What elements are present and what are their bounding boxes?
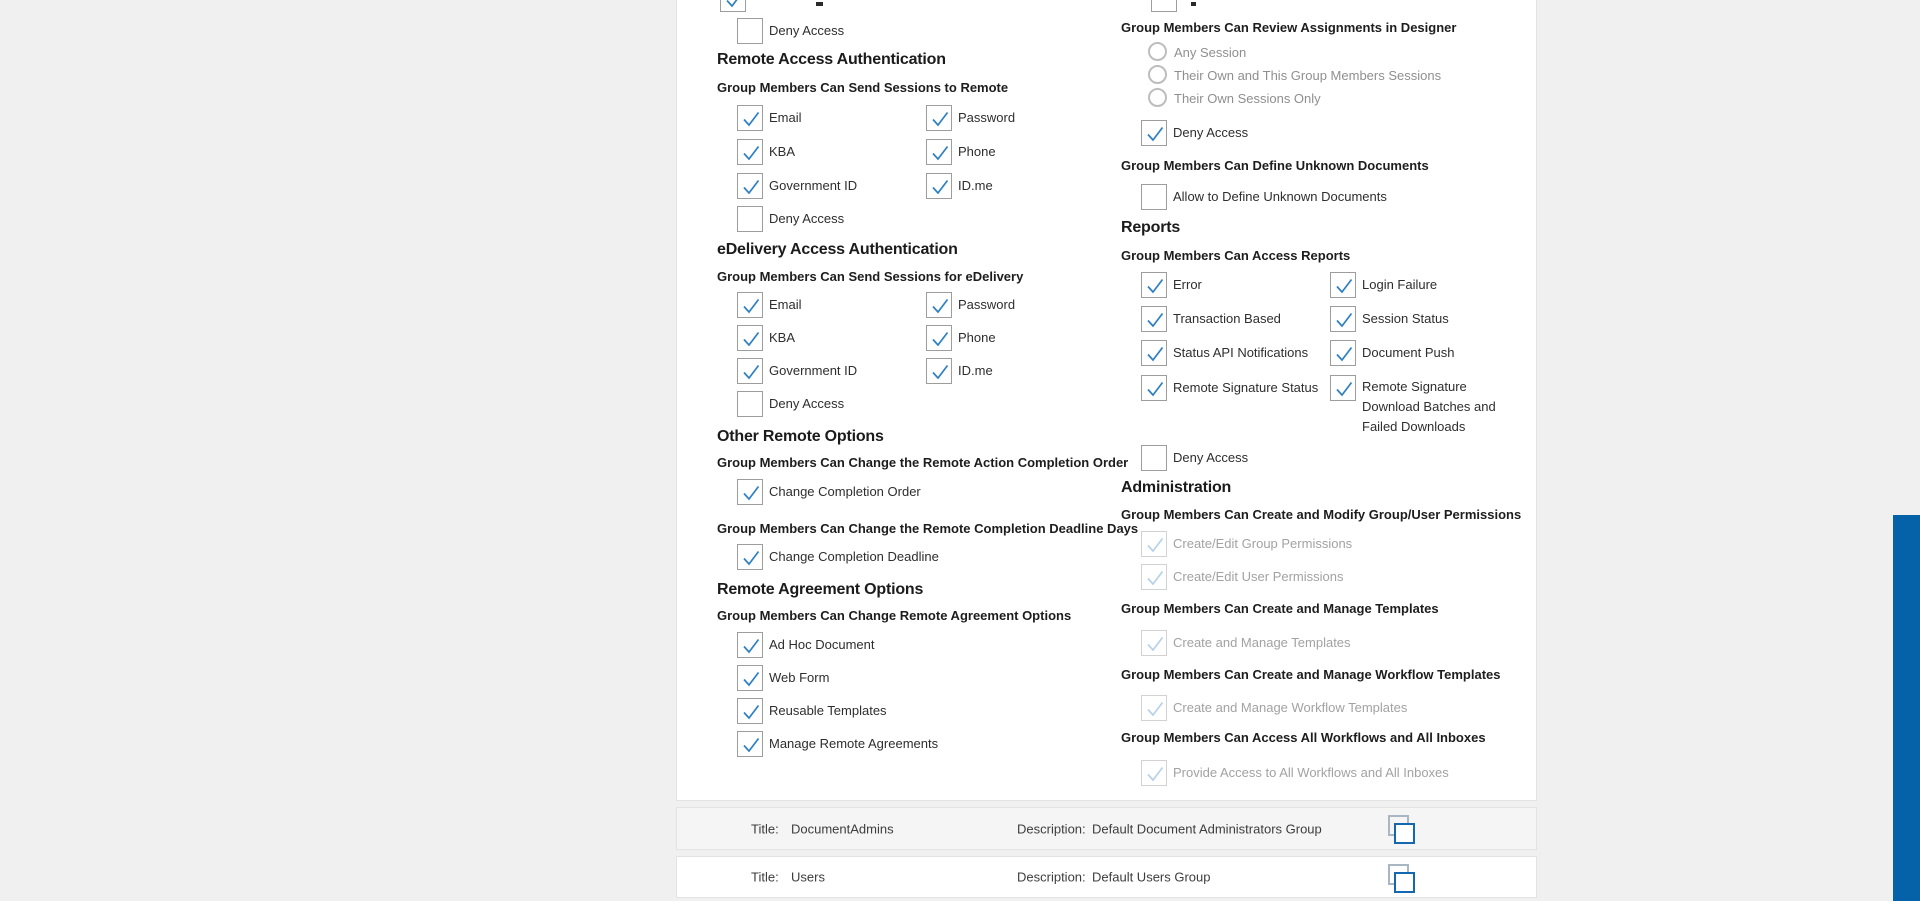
check-icon bbox=[1332, 342, 1356, 366]
group-description: Default Document Administrators Group bbox=[1092, 821, 1322, 836]
checkbox-email[interactable] bbox=[737, 105, 763, 131]
check-icon bbox=[1332, 377, 1356, 401]
cutoff-text-fragment bbox=[1191, 2, 1196, 6]
subheading-send-sessions-remote: Group Members Can Send Sessions to Remote bbox=[717, 80, 1009, 95]
checkbox-label: Allow to Define Unknown Documents bbox=[1173, 189, 1387, 204]
check-icon bbox=[928, 294, 952, 318]
subheading-change-agreement-options: Group Members Can Change Remote Agreement Options bbox=[717, 608, 1072, 623]
check-icon bbox=[739, 700, 763, 724]
checkbox-deny-access[interactable] bbox=[1141, 445, 1167, 471]
section-heading-edelivery: eDelivery Access Authentication bbox=[717, 241, 958, 258]
checkbox-label: Phone bbox=[958, 144, 996, 159]
permissions-panel bbox=[676, 0, 1537, 801]
checkbox-label: Manage Remote Agreements bbox=[769, 736, 939, 751]
scrollbar-thumb[interactable] bbox=[1893, 515, 1920, 901]
checkbox-password[interactable] bbox=[926, 105, 952, 131]
left-column bbox=[717, 0, 1139, 800]
checkbox-label: Document Push bbox=[1362, 345, 1455, 360]
checkbox-label: Phone bbox=[958, 330, 996, 345]
checkbox-document-push[interactable] bbox=[1330, 340, 1356, 366]
check-icon bbox=[1143, 122, 1167, 146]
check-icon bbox=[1143, 377, 1167, 401]
subheading-manage-templates: Group Members Can Create and Manage Templates bbox=[1121, 601, 1439, 616]
checkbox-label: Government ID bbox=[769, 178, 858, 193]
checkbox-create-manage-workflow-templates bbox=[1141, 695, 1167, 721]
checkbox-remote-signature-downloads[interactable] bbox=[1330, 375, 1356, 401]
radio-their-own-and-group[interactable] bbox=[1148, 65, 1167, 84]
checkbox-label: Login Failure bbox=[1362, 277, 1438, 292]
checkbox-create-manage-templates bbox=[1141, 630, 1167, 656]
check-icon bbox=[1332, 274, 1356, 298]
subheading-modify-permissions: Group Members Can Create and Modify Group/User Permissions bbox=[1121, 507, 1522, 522]
check-icon bbox=[928, 141, 952, 165]
checkbox-password[interactable] bbox=[926, 292, 952, 318]
copy-icon-front-square bbox=[1394, 872, 1415, 893]
subheading-review-assignments: Group Members Can Review Assignments in Designer bbox=[1121, 20, 1457, 35]
subheading-access-reports: Group Members Can Access Reports bbox=[1121, 248, 1351, 263]
subheading-change-completion-order: Group Members Can Change the Remote Action Completion Order bbox=[717, 455, 1129, 470]
check-icon bbox=[739, 327, 763, 351]
checkbox-label: KBA bbox=[769, 144, 796, 159]
checkbox-label: Provide Access to All Workflows and All Inboxes bbox=[1173, 765, 1449, 780]
check-icon bbox=[739, 107, 763, 131]
checkbox-label: Deny Access bbox=[769, 23, 845, 38]
checkbox-label: Create/Edit User Permissions bbox=[1173, 569, 1344, 584]
subheading-send-sessions-edelivery: Group Members Can Send Sessions for eDelivery bbox=[717, 269, 1024, 284]
right-column bbox=[1121, 0, 1531, 800]
checkbox-remote-signature-status[interactable] bbox=[1141, 375, 1167, 401]
checkbox-deny-access[interactable] bbox=[737, 391, 763, 417]
copy-icon-front-square bbox=[1394, 823, 1415, 844]
radio-label: Their Own and This Group Members Sessions bbox=[1174, 68, 1442, 83]
checkbox-label: Deny Access bbox=[1173, 450, 1249, 465]
copy-icon[interactable] bbox=[1388, 815, 1415, 844]
description-label: Description: bbox=[1017, 821, 1086, 836]
check-icon bbox=[1143, 566, 1167, 590]
check-icon bbox=[739, 294, 763, 318]
checkbox-label: ID.me bbox=[958, 178, 993, 193]
check-icon bbox=[739, 481, 763, 505]
checkbox-create-edit-user-permissions bbox=[1141, 564, 1167, 590]
checkbox-manage-remote-agreements[interactable] bbox=[737, 731, 763, 757]
checkbox-change-completion-order[interactable] bbox=[737, 479, 763, 505]
checkbox-label: Create/Edit Group Permissions bbox=[1173, 536, 1353, 551]
group-title: DocumentAdmins bbox=[791, 821, 894, 836]
check-icon bbox=[1143, 632, 1167, 656]
group-description: Default Users Group bbox=[1092, 869, 1211, 885]
checkbox-label: Password bbox=[958, 297, 1016, 312]
check-icon bbox=[928, 327, 952, 351]
title-label: Title: bbox=[751, 821, 779, 836]
checkbox-allow-define-unknown[interactable] bbox=[1141, 184, 1167, 210]
checkbox-label: Deny Access bbox=[769, 211, 845, 226]
checkbox-deny-access[interactable] bbox=[737, 206, 763, 232]
checkbox-idme[interactable] bbox=[926, 358, 952, 384]
check-icon bbox=[928, 175, 952, 199]
cutoff-checkbox[interactable] bbox=[1151, 0, 1181, 12]
description-label: Description: bbox=[1017, 869, 1086, 885]
checkbox-web-form[interactable] bbox=[737, 665, 763, 691]
radio-label: Any Session bbox=[1174, 45, 1247, 60]
check-icon bbox=[1143, 308, 1167, 332]
subheading-manage-workflow-templates: Group Members Can Create and Manage Workflow Templates bbox=[1121, 667, 1501, 682]
checkbox-deny-access-top[interactable] bbox=[737, 18, 763, 44]
checkbox-idme[interactable] bbox=[926, 173, 952, 199]
section-heading-remote-access: Remote Access Authentication bbox=[717, 51, 946, 68]
check-icon bbox=[739, 733, 763, 757]
section-heading-administration: Administration bbox=[1121, 479, 1232, 496]
radio-any-session[interactable] bbox=[1148, 42, 1167, 61]
subheading-access-all-workflows: Group Members Can Access All Workflows and All Inboxes bbox=[1121, 730, 1486, 745]
checkbox-label: Remote Signature Status bbox=[1173, 380, 1319, 395]
checkbox-label: Government ID bbox=[769, 363, 858, 378]
checkbox-label: Create and Manage Templates bbox=[1173, 635, 1351, 650]
checkbox-label: Error bbox=[1173, 277, 1202, 292]
checkbox-cutoff[interactable] bbox=[720, 0, 746, 12]
checkbox-phone[interactable] bbox=[926, 139, 952, 165]
checkbox-kba[interactable] bbox=[737, 325, 763, 351]
checkbox-login-failure[interactable] bbox=[1330, 272, 1356, 298]
check-icon bbox=[1143, 697, 1167, 721]
checkbox-label: Create and Manage Workflow Templates bbox=[1173, 700, 1408, 715]
check-icon bbox=[739, 141, 763, 165]
group-title: Users bbox=[791, 869, 825, 885]
checkbox-error-report[interactable] bbox=[1141, 272, 1167, 298]
checkbox-government-id[interactable] bbox=[737, 173, 763, 199]
checkbox-label: Ad Hoc Document bbox=[769, 637, 875, 652]
checkbox-cutoff[interactable] bbox=[1151, 0, 1177, 12]
checkbox-ad-hoc-document[interactable] bbox=[737, 632, 763, 658]
check-icon bbox=[739, 175, 763, 199]
checkbox-label: Deny Access bbox=[1173, 125, 1249, 140]
checkbox-label: Reusable Templates bbox=[769, 703, 887, 718]
check-icon bbox=[739, 360, 763, 384]
checkbox-deny-access[interactable] bbox=[1141, 120, 1167, 146]
cutoff-text-fragment bbox=[816, 2, 823, 6]
checkbox-transaction-based[interactable] bbox=[1141, 306, 1167, 332]
subheading-change-deadline-days: Group Members Can Change the Remote Completion Deadline Days bbox=[717, 521, 1139, 536]
checkbox-government-id[interactable] bbox=[737, 358, 763, 384]
title-label: Title: bbox=[751, 869, 779, 885]
section-heading-reports: Reports bbox=[1121, 219, 1181, 236]
check-icon bbox=[1332, 308, 1356, 332]
check-icon bbox=[739, 667, 763, 691]
check-icon bbox=[928, 107, 952, 131]
checkbox-label: KBA bbox=[769, 330, 796, 345]
copy-icon[interactable] bbox=[1388, 864, 1415, 893]
checkbox-label: Session Status bbox=[1362, 311, 1449, 326]
checkbox-label: Email bbox=[769, 110, 802, 125]
radio-label: Their Own Sessions Only bbox=[1174, 91, 1321, 106]
check-icon bbox=[928, 360, 952, 384]
check-icon bbox=[1143, 274, 1167, 298]
checkbox-label: Deny Access bbox=[769, 396, 845, 411]
checkbox-email[interactable] bbox=[737, 292, 763, 318]
section-heading-remote-agreement: Remote Agreement Options bbox=[717, 581, 924, 598]
check-icon bbox=[1143, 342, 1167, 366]
checkbox-kba[interactable] bbox=[737, 139, 763, 165]
check-icon bbox=[722, 0, 746, 12]
section-heading-other-remote: Other Remote Options bbox=[717, 428, 884, 445]
checkbox-provide-access-all-workflows bbox=[1141, 760, 1167, 786]
checkbox-label: Password bbox=[958, 110, 1016, 125]
checkbox-label: Status API Notifications bbox=[1173, 345, 1309, 360]
checkbox-reusable-templates[interactable] bbox=[737, 698, 763, 724]
checkbox-label: Change Completion Deadline bbox=[769, 549, 939, 564]
checkbox-label: Remote Signature Download Batches and Failed Downloads bbox=[1362, 379, 1496, 434]
checkbox-label: Email bbox=[769, 297, 802, 312]
checkbox-label: ID.me bbox=[958, 363, 993, 378]
cutoff-checkbox[interactable] bbox=[720, 0, 750, 12]
checkbox-label: Transaction Based bbox=[1173, 311, 1281, 326]
checkbox-label: Change Completion Order bbox=[769, 484, 921, 499]
check-icon bbox=[1143, 533, 1167, 557]
subheading-define-unknown-documents: Group Members Can Define Unknown Documents bbox=[1121, 158, 1429, 173]
group-row-users[interactable] bbox=[676, 856, 1537, 898]
checkbox-create-edit-group-permissions bbox=[1141, 531, 1167, 557]
check-icon bbox=[1143, 762, 1167, 786]
checkbox-phone[interactable] bbox=[926, 325, 952, 351]
check-icon bbox=[739, 634, 763, 658]
radio-their-own-only[interactable] bbox=[1148, 88, 1167, 107]
check-icon bbox=[739, 546, 763, 570]
checkbox-label: Web Form bbox=[769, 670, 830, 685]
group-row-documentadmins[interactable] bbox=[676, 807, 1537, 850]
checkbox-session-status[interactable] bbox=[1330, 306, 1356, 332]
checkbox-change-completion-deadline[interactable] bbox=[737, 544, 763, 570]
checkbox-status-api-notifications[interactable] bbox=[1141, 340, 1167, 366]
